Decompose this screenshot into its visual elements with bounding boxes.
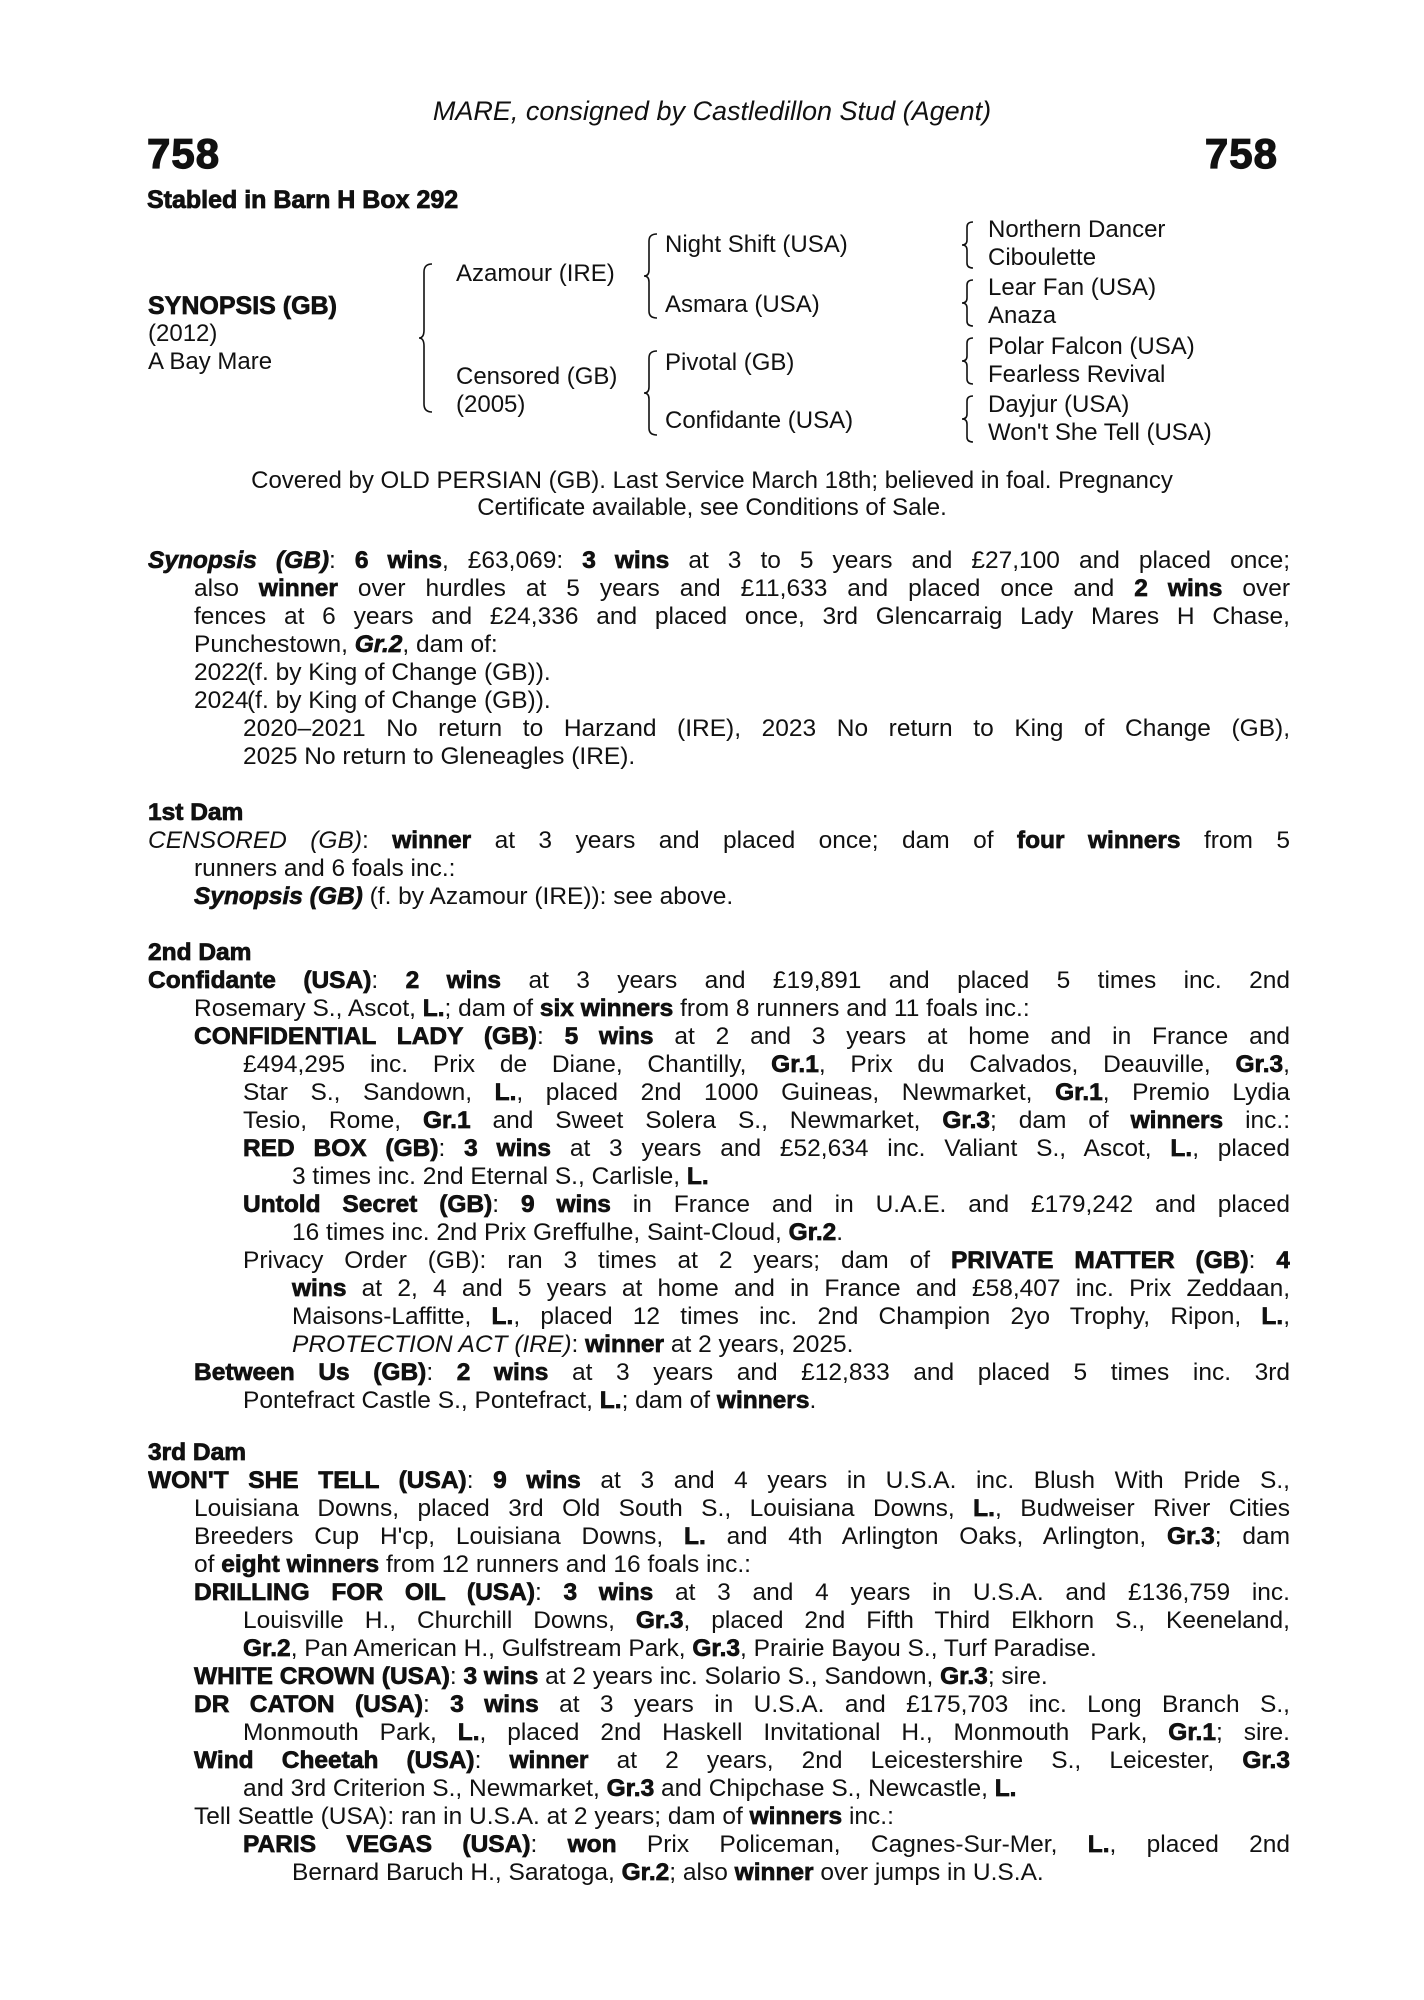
text-run: . xyxy=(809,1387,817,1414)
text-run: at 2 years, 2nd Leicestershire S., Leicester, xyxy=(588,1747,1243,1774)
text-run: Gr.3 xyxy=(635,1607,684,1634)
text-run: inc.: xyxy=(1223,1107,1290,1134)
text-run: Gr.3 xyxy=(942,1107,991,1134)
text-run: PROTECTION ACT (IRE) xyxy=(292,1331,572,1358)
text-run: at 2 and 3 years at home and in France and xyxy=(653,1023,1290,1050)
text-run: Between Us (GB) xyxy=(194,1359,427,1386)
text-run: , xyxy=(1283,1051,1290,1078)
text-run: at 2, 4 and 5 years at home and in France and £58,407 inc. Prix Zeddaan, xyxy=(346,1275,1290,1302)
text-run: DRILLING FOR OIL (USA) xyxy=(194,1579,535,1606)
text-run: Punchestown, xyxy=(194,631,355,658)
third-dam-section xyxy=(148,1439,1290,1887)
gen4-name: Anaza xyxy=(988,302,1057,329)
text-run: Tesio, Rome, xyxy=(243,1107,423,1134)
text-run: Gr.3 xyxy=(606,1775,655,1802)
lot-number-right: 758 xyxy=(1204,130,1278,177)
text-run: Gr.3 xyxy=(1242,1747,1290,1774)
text-run: over xyxy=(1222,575,1290,602)
text-run: Monmouth Park, xyxy=(243,1719,458,1746)
gen4-name: Northern Dancer xyxy=(988,216,1166,243)
section-heading: 3rd Dam xyxy=(148,1439,247,1466)
text-line xyxy=(148,1303,1290,1331)
section-heading: 1st Dam xyxy=(148,799,244,826)
text-run: winner xyxy=(509,1747,589,1774)
text-run: winners xyxy=(749,1803,843,1830)
text-run: Gr.3 xyxy=(940,1663,988,1690)
text-run: Prix Policeman, Cagnes-Sur-Mer, xyxy=(616,1831,1088,1858)
text-run: in France and in U.A.E. and £179,242 and placed xyxy=(610,1191,1290,1218)
text-line xyxy=(148,1107,1290,1135)
text-run: L. xyxy=(973,1495,995,1522)
dam-name: Censored (GB) xyxy=(456,363,618,390)
text-line xyxy=(148,1247,1290,1275)
text-run: , placed 2nd xyxy=(1109,1831,1290,1858)
text-line xyxy=(148,547,1290,575)
text-run: (f. by Azamour (IRE)): see above. xyxy=(362,883,734,910)
text-run: 2 wins xyxy=(405,967,502,994)
gen4-name: Ciboulette xyxy=(988,244,1097,271)
dam-year: (2005) xyxy=(456,391,526,418)
gen4-name: Dayjur (USA) xyxy=(988,391,1130,418)
text-run: at 2 years, 2025. xyxy=(664,1331,854,1358)
gen4-name: Won't She Tell (USA) xyxy=(988,419,1212,446)
text-run: , Prix du Calvados, Deauville, xyxy=(818,1051,1236,1078)
text-run: Gr.3 xyxy=(1167,1523,1215,1550)
text-run: Rosemary S., Ascot, xyxy=(194,995,423,1022)
text-run: 9 wins xyxy=(493,1467,581,1494)
text-run: Wind Cheetah (USA) xyxy=(194,1747,475,1774)
text-run: , placed 2nd Haskell Invitational H., Monmouth Park, xyxy=(479,1719,1169,1746)
brace-dam-icon xyxy=(643,349,661,437)
text-run: , xyxy=(1283,1303,1290,1330)
produce-year: 2024 xyxy=(194,687,249,714)
gen4-name: Lear Fan (USA) xyxy=(988,274,1157,301)
text-line xyxy=(148,715,1290,743)
text-run: ; also xyxy=(669,1859,735,1886)
text-run: : xyxy=(534,1579,564,1606)
produce-year: 2022 xyxy=(194,659,249,686)
text-run: from 5 xyxy=(1180,827,1290,854)
text-run: L. xyxy=(686,1163,709,1190)
text-run: ; sire. xyxy=(987,1663,1048,1690)
text-run: 2 wins xyxy=(1134,575,1223,602)
text-run: at 3 and 4 years in U.S.A. inc. Blush With Pride S., xyxy=(580,1467,1290,1494)
text-line xyxy=(148,1691,1290,1719)
text-line xyxy=(148,1635,1290,1663)
text-run: , Pan American H., Gulfstream Park, xyxy=(290,1635,693,1662)
text-line xyxy=(148,855,1290,883)
text-line xyxy=(148,743,1290,771)
covering-note xyxy=(0,467,1424,521)
subject-description: A Bay Mare xyxy=(148,348,273,375)
text-run: Pontefract Castle S., Pontefract, xyxy=(243,1387,600,1414)
brace-g4-3-icon xyxy=(960,336,976,386)
text-line xyxy=(148,631,1290,659)
brace-gen1-icon xyxy=(418,262,436,414)
text-run: ; dam xyxy=(1214,1523,1290,1550)
text-run: : xyxy=(426,1359,457,1386)
text-run: over hurdles at 5 years and £11,633 and placed once and xyxy=(337,575,1135,602)
gen4-name: Polar Falcon (USA) xyxy=(988,333,1195,360)
text-line xyxy=(148,1467,1290,1495)
text-line xyxy=(148,1775,1290,1803)
text-run: : xyxy=(530,1831,568,1858)
first-dam-section xyxy=(148,799,1290,911)
text-line xyxy=(148,1495,1290,1523)
text-run: and Sweet Solera S., Newmarket, xyxy=(470,1107,943,1134)
horse-name: Synopsis (GB) xyxy=(148,547,330,574)
text-line xyxy=(148,995,1290,1023)
text-run: L. xyxy=(599,1387,622,1414)
text-run: at 2 years inc. Solario S., Sandown, xyxy=(538,1663,941,1690)
text-run: over jumps in U.S.A. xyxy=(813,1859,1044,1886)
text-run: runners and 6 foals inc.: xyxy=(194,855,456,882)
text-run: PRIVATE MATTER (GB) xyxy=(950,1247,1249,1274)
text-run: ; dam of xyxy=(990,1107,1131,1134)
text-run: 4 xyxy=(1276,1247,1290,1274)
text-run: : xyxy=(474,1747,510,1774)
text-run: : xyxy=(361,827,393,854)
text-run: Tell Seattle (USA): ran in U.S.A. at 2 years; dam of xyxy=(194,1803,750,1830)
text-run: fences at 6 years and £24,336 and placed once, 3rd Glencarraig Lady Mares H Chase, xyxy=(194,603,1290,630)
text-run: WHITE CROWN (USA) xyxy=(194,1663,450,1690)
lot-number-left: 758 xyxy=(147,130,221,177)
text-run: ; sire. xyxy=(1215,1719,1290,1746)
text-run: Privacy Order (GB): ran 3 times at 2 years; dam of xyxy=(243,1247,951,1274)
text-run: Gr.2 xyxy=(621,1859,670,1886)
text-line xyxy=(148,1079,1290,1107)
sire-sire-name: Night Shift (USA) xyxy=(665,231,848,258)
text-run: Breeders Cup H'cp, Louisiana Downs, xyxy=(194,1523,685,1550)
text-run: , placed 12 times inc. 2nd Champion 2yo Trophy, Ripon, xyxy=(513,1303,1262,1330)
text-run: : xyxy=(571,1331,586,1358)
text-run: 5 wins xyxy=(564,1023,654,1050)
text-run: L. xyxy=(457,1719,480,1746)
text-run: , dam of: xyxy=(402,631,498,658)
text-run: WON'T SHE TELL (USA) xyxy=(148,1467,467,1494)
text-run: L. xyxy=(1170,1135,1193,1162)
brace-g4-4-icon xyxy=(960,394,976,444)
gen4-name: Fearless Revival xyxy=(988,361,1166,388)
text-run: CONFIDENTIAL LADY (GB) xyxy=(194,1023,537,1050)
text-run: 3 times inc. 2nd Eternal S., Carlisle, xyxy=(292,1163,687,1190)
horse-name: Synopsis (GB) xyxy=(194,883,363,910)
produce-row xyxy=(148,659,1290,687)
text-run: Gr.1 xyxy=(771,1051,819,1078)
text-run: of xyxy=(194,1551,222,1578)
text-run: 2020–2021 No return to Harzand (IRE), 2023 No return to King of Change (GB), xyxy=(243,715,1290,742)
text-run: 16 times inc. 2nd Prix Greffulhe, Saint-Cloud, xyxy=(292,1219,789,1246)
text-run: 3 wins xyxy=(582,547,670,574)
text-run: 3 wins xyxy=(450,1691,539,1718)
text-run: 2 wins xyxy=(456,1359,549,1386)
text-run: Untold Secret (GB) xyxy=(243,1191,493,1218)
text-line xyxy=(148,1359,1290,1387)
text-run: six winners xyxy=(539,995,674,1022)
text-run: : xyxy=(1248,1247,1277,1274)
text-run: : xyxy=(449,1663,464,1690)
text-run: : xyxy=(438,1135,465,1162)
text-run: Louisville H., Churchill Downs, xyxy=(243,1607,636,1634)
text-line xyxy=(148,1023,1290,1051)
text-line xyxy=(148,1191,1290,1219)
text-run: , placed xyxy=(1192,1135,1290,1162)
text-run: also xyxy=(194,575,259,602)
section-heading: 2nd Dam xyxy=(148,939,252,966)
text-run: : xyxy=(492,1191,521,1218)
brace-sire-icon xyxy=(643,232,661,320)
text-run: Gr.1 xyxy=(1168,1719,1216,1746)
text-run: Gr.1 xyxy=(1055,1079,1103,1106)
text-line xyxy=(148,1051,1290,1079)
text-run: winners xyxy=(1130,1107,1224,1134)
text-run: 2025 No return to Gleneagles (IRE). xyxy=(243,743,636,770)
text-line xyxy=(148,1387,1290,1415)
text-run: Star S., Sandown, xyxy=(243,1079,495,1106)
text-run: 6 wins xyxy=(354,547,442,574)
horse-name: CENSORED (GB) xyxy=(148,827,362,854)
text-run: Louisiana Downs, placed 3rd Old South S., Louisiana Downs, xyxy=(194,1495,974,1522)
subject-name: SYNOPSIS (GB) xyxy=(148,292,337,320)
text-line xyxy=(148,1663,1290,1691)
text-line xyxy=(148,967,1290,995)
text-run: 3 wins xyxy=(463,1663,539,1690)
text-line xyxy=(148,1523,1290,1551)
text-run: winner xyxy=(258,575,338,602)
text-run: , Prairie Bayou S., Turf Paradise. xyxy=(740,1635,1097,1662)
text-run: at 3 years and £19,891 and placed 5 times inc. 2nd xyxy=(501,967,1290,994)
text-run: , placed 2nd Fifth Third Elkhorn S., Keeneland, xyxy=(683,1607,1290,1634)
text-line xyxy=(148,1747,1290,1775)
text-run: Gr.3 xyxy=(692,1635,741,1662)
text-run: at 3 and 4 years in U.S.A. and £136,759 inc. xyxy=(653,1579,1290,1606)
text-line xyxy=(148,1331,1290,1359)
text-run: Gr.2 xyxy=(243,1635,291,1662)
text-line xyxy=(148,1803,1290,1831)
text-run: winner xyxy=(585,1331,665,1358)
text-run: : xyxy=(371,967,406,994)
text-run: 3 wins xyxy=(464,1135,552,1162)
consignor-line: MARE, consigned by Castledillon Stud (Agent) xyxy=(432,96,992,126)
text-line xyxy=(148,1831,1290,1859)
text-run: four winners xyxy=(1016,827,1181,854)
text-run: Gr.2 xyxy=(788,1219,837,1246)
text-line xyxy=(148,603,1290,631)
text-run: Confidante (USA) xyxy=(148,967,372,994)
text-run: won xyxy=(567,1831,617,1858)
text-run: PARIS VEGAS (USA) xyxy=(243,1831,531,1858)
text-run: Gr.3 xyxy=(1235,1051,1284,1078)
text-run: from 8 runners and 11 foals inc.: xyxy=(673,995,1030,1022)
text-run: ; dam of xyxy=(444,995,540,1022)
text-line xyxy=(148,575,1290,603)
covering-line-2: Certificate available, see Conditions of Sale. xyxy=(477,494,947,521)
text-line xyxy=(148,1719,1290,1747)
text-run: at 3 to 5 years and £27,100 and placed once; xyxy=(669,547,1290,574)
text-run: , £63,069: xyxy=(441,547,583,574)
section-body xyxy=(148,967,1290,1415)
text-line xyxy=(148,1219,1290,1247)
text-line xyxy=(148,1579,1290,1607)
text-run: L. xyxy=(1087,1831,1110,1858)
text-run: 9 wins xyxy=(520,1191,611,1218)
dam-dam-name: Confidante (USA) xyxy=(665,407,854,434)
text-line xyxy=(148,883,1290,911)
text-run: winner xyxy=(392,827,472,854)
text-run: L. xyxy=(684,1523,706,1550)
synopsis-record xyxy=(148,547,1290,771)
text-run: at 3 years and placed once; dam of xyxy=(471,827,1017,854)
text-line xyxy=(148,1275,1290,1303)
text-run: : xyxy=(536,1023,565,1050)
produce-row xyxy=(148,687,1290,715)
section-body xyxy=(148,1467,1290,1887)
produce-text: (f. by King of Change (GB)). xyxy=(247,687,551,714)
text-run: L. xyxy=(1261,1303,1284,1330)
text-run: Gr.2 xyxy=(354,631,403,658)
text-line xyxy=(148,1859,1290,1887)
text-line xyxy=(148,827,1290,855)
text-run: inc.: xyxy=(842,1803,894,1830)
text-run: DR CATON (USA) xyxy=(194,1691,424,1718)
brace-g4-2-icon xyxy=(960,278,976,328)
text-run: L. xyxy=(994,1775,1017,1802)
text-run: ; dam of xyxy=(621,1387,717,1414)
text-run: L. xyxy=(422,995,445,1022)
second-dam-section xyxy=(148,939,1290,1415)
text-run: wins xyxy=(292,1275,347,1302)
text-run: , Budweiser River Cities xyxy=(994,1495,1290,1522)
sire-dam-name: Asmara (USA) xyxy=(665,291,820,318)
text-run: winner xyxy=(734,1859,814,1886)
text-run: at 3 years and £12,833 and placed 5 times inc. 3rd xyxy=(548,1359,1290,1386)
produce-text: (f. by King of Change (GB)). xyxy=(247,659,551,686)
text-run: , Premio Lydia xyxy=(1102,1079,1290,1106)
text-line xyxy=(148,1607,1290,1635)
text-run: from 12 runners and 16 foals inc.: xyxy=(379,1551,751,1578)
text-run: : xyxy=(423,1691,451,1718)
text-run: . xyxy=(836,1219,844,1246)
sire-name: Azamour (IRE) xyxy=(456,260,615,287)
text-run: Maisons-Laffitte, xyxy=(292,1303,492,1330)
text-run: eight winners xyxy=(221,1551,380,1578)
text-line xyxy=(148,1551,1290,1579)
text-line xyxy=(148,1135,1290,1163)
brace-g4-1-icon xyxy=(960,220,976,270)
dam-sire-name: Pivotal (GB) xyxy=(665,349,795,376)
stabling-info: Stabled in Barn H Box 292 xyxy=(147,186,459,214)
text-run: £494,295 inc. Prix de Diane, Chantilly, xyxy=(243,1051,772,1078)
text-run: and 4th Arlington Oaks, Arlington, xyxy=(705,1523,1168,1550)
text-run: L. xyxy=(494,1079,517,1106)
text-run: : xyxy=(466,1467,494,1494)
text-run: 3 wins xyxy=(563,1579,654,1606)
text-run: and 3rd Criterion S., Newmarket, xyxy=(243,1775,607,1802)
text-run: RED BOX (GB) xyxy=(243,1135,439,1162)
text-run: and Chipchase S., Newcastle, xyxy=(654,1775,995,1802)
text-run: at 3 years and £52,634 inc. Valiant S., Ascot, xyxy=(551,1135,1171,1162)
text-run: L. xyxy=(491,1303,514,1330)
text-run: Gr.1 xyxy=(422,1107,471,1134)
text-run: : xyxy=(329,547,355,574)
text-run: at 3 years in U.S.A. and £175,703 inc. Long Branch S., xyxy=(538,1691,1290,1718)
text-run: winners xyxy=(716,1387,810,1414)
text-run: , placed 2nd 1000 Guineas, Newmarket, xyxy=(516,1079,1056,1106)
text-run: Bernard Baruch H., Saratoga, xyxy=(292,1859,622,1886)
subject-year: (2012) xyxy=(148,320,218,347)
covering-line-1: Covered by OLD PERSIAN (GB). Last Service March 18th; believed in foal. Pregnancy xyxy=(251,467,1173,494)
text-line xyxy=(148,1163,1290,1191)
